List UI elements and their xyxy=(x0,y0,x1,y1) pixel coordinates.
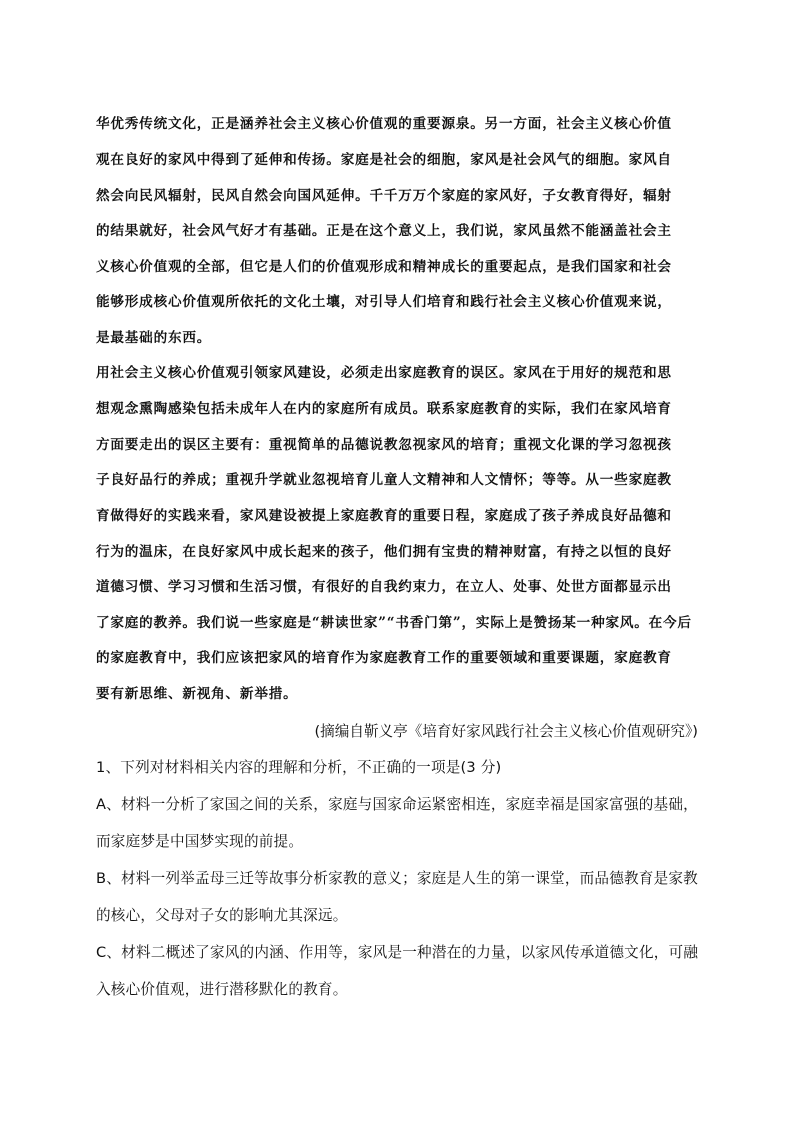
passage-line: 义核心价值观的全部，但它是人们的价值观形成和精神成长的重要起点，是我们国家和社会 xyxy=(96,259,672,275)
passage-line: 子良好品行的养成；重视升学就业忽视培育儿童人文精神和人文情怀；等等。从一些家庭教 xyxy=(96,472,672,488)
passage-line: 的家庭教育中，我们应该把家风的培育作为家庭教育工作的重要领域和重要课题，家庭教育 xyxy=(96,650,672,666)
passage-line: 行为的温床，在良好家风中成长起来的孩子，他们拥有宝贵的精神财富，有持之以恒的良好 xyxy=(96,544,672,560)
passage-line: 然会向民风辐射，民风自然会向国风延伸。千千万万个家庭的家风好，子女教育得好，辐射 xyxy=(96,188,672,204)
passage-line: 要有新思维、新视角、新举措。 xyxy=(96,686,298,702)
source-citation: (摘编自靳义亭《培育好家风践行社会主义核心价值观研究》) xyxy=(314,723,698,740)
passage-line: 用社会主义核心价值观引领家风建设，必须走出家庭教育的误区。家风在于用好的规范和思 xyxy=(96,365,672,381)
passage-line: 想观念熏陶感染包括未成年人在内的家庭所有成员。联系家庭教育的实际，我们在家风培育 xyxy=(96,401,672,417)
option-c-continued: 入核心价值观，进行潜移默化的教育。 xyxy=(96,981,348,998)
passage-line: 华优秀传统文化，正是涵养社会主义核心价值观的重要源泉。另一方面，社会主义核心价值 xyxy=(96,116,672,132)
passage-line: 道德习惯、学习习惯和生活习惯，有很好的自我约束力，在立人、处事、处世方面都显示出 xyxy=(96,579,672,595)
passage-line: 能够形成核心价值观所依托的文化土壤，对引导人们培育和践行社会主义核心价值观来说， xyxy=(96,294,672,310)
passage-line: 观在良好的家风中得到了延伸和传扬。家庭是社会的细胞，家风是社会风气的细胞。家风自 xyxy=(96,152,672,168)
option-a: A、材料一分析了家国之间的关系，家庭与国家命运紧密相连，家庭幸福是国家富强的基础， xyxy=(96,796,698,813)
option-b: B、材料一列举孟母三迁等故事分析家教的意义；家庭是人生的第一课堂，而品德教育是家教 xyxy=(96,870,698,887)
passage-line: 育做得好的实践来看，家风建设被提上家庭教育的重要日程，家庭成了孩子养成良好品德和 xyxy=(96,508,672,524)
option-a-continued: 而家庭梦是中国梦实现的前提。 xyxy=(96,833,304,850)
passage-line: 的结果就好，社会风气好才有基础。正是在这个意义上，我们说，家风虽然不能涵盖社会主 xyxy=(96,223,672,239)
passage-line: 是最基础的东西。 xyxy=(96,330,212,346)
passage-line: 方面要走出的误区主要有：重视简单的品德说教忽视家风的培育；重视文化课的学习忽视孩 xyxy=(96,437,672,453)
question-stem: 1、下列对材料相关内容的理解和分析，不正确的一项是(3 分) xyxy=(96,759,502,776)
option-b-continued: 的核心，父母对子女的影响尤其深远。 xyxy=(96,907,348,924)
passage-line: 了家庭的教养。我们说一些家庭是“耕读世家”“书香门第”，实际上是赞扬某一种家风。在今后 xyxy=(96,615,692,631)
option-c: C、材料二概述了家风的内涵、作用等，家风是一种潜在的力量，以家风传承道德文化，可融 xyxy=(96,944,699,961)
